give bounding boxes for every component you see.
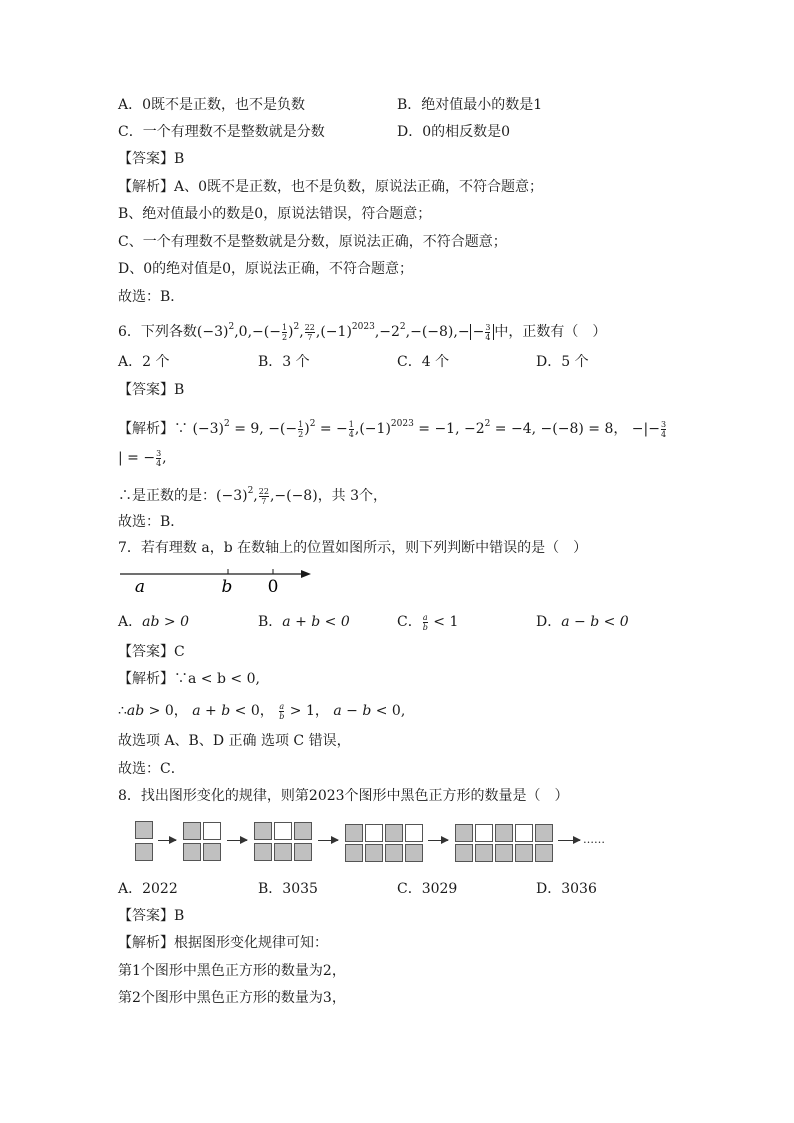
figure4-square [345, 824, 363, 842]
q7-option-c: C． $\frac{a}{b}$ < 1 [397, 612, 459, 632]
q8-ellipsis: …… [583, 833, 605, 846]
q6-answer: 【答案】B [118, 382, 185, 398]
q5-option-c: C．一个有理数不是整数就是分数 [118, 124, 325, 140]
q7-label-a: a [134, 577, 146, 597]
arrow-icon [227, 840, 247, 841]
figure4-square [405, 844, 423, 862]
q6-stem: 6．下列各数$(-3)^2,0,-(-$ $\frac{1}{2}$ )$^2$, $\frac{22}{7}$ $,(-1)^{2023},-2^2,-(-8),-$ − $\frac{3}{4}$ 中，正数有（ ） [118, 322, 607, 342]
figure3-square [254, 843, 272, 861]
arrow-icon [158, 840, 176, 841]
q8-option-a: A．2022 [118, 881, 178, 897]
q5-analysis-1: 【解析】A、0既不是正数，也不是负数，原说法正确，不符合题意； [118, 179, 544, 195]
figure5-square [475, 844, 493, 862]
figure1-square [135, 843, 153, 861]
q8-analysis-1: 【解析】根据图形变化规律可知： [118, 935, 328, 951]
arrow-icon [318, 840, 338, 841]
figure4-square [385, 844, 403, 862]
figure5-square [455, 824, 473, 842]
q8-analysis-2: 第1个图形中黑色正方形的数量为2， [118, 963, 346, 979]
q7-option-d: D．a − b < 0 [536, 614, 629, 630]
q6-conclusion: 故选：B． [118, 514, 185, 530]
figure2-square [203, 843, 221, 861]
q8-analysis-3: 第2个图形中黑色正方形的数量为3， [118, 990, 346, 1006]
q7-stem: 7．若有理数 a，b 在数轴上的位置如图所示，则下列判断中错误的是（ ） [118, 540, 588, 556]
arrow-icon [558, 840, 580, 841]
figure5-square [495, 824, 513, 842]
arrow-icon [428, 840, 448, 841]
q6-analysis-line1: 【解析】∵ $(-3)^2 = 9$, −(− $\frac{1}{2}$ )$^2$ = − $\frac{1}{4}$ $,(-1)^{2023} = -1$, $-2^2 = -4$, −(−8) = 8， −|− $\frac{3}{4}$ [118, 419, 667, 439]
q5-analysis-4: D、0的绝对值是0，原说法正确，不符合题意； [118, 261, 414, 277]
q7-answer: 【答案】C [118, 644, 185, 660]
figure4-square [365, 824, 383, 842]
figure5-square [455, 844, 473, 862]
figure2-square [183, 843, 201, 861]
figure1-square [135, 821, 153, 839]
q7-label-zero: 0 [267, 577, 279, 597]
q7-label-b: b [221, 577, 233, 597]
figure4-square [405, 824, 423, 842]
figure5-square [515, 844, 533, 862]
q6-option-c: C．4 个 [397, 354, 450, 370]
q7-analysis-line3: 故选项 A、B、D 正确 选项 C 错误， [118, 733, 351, 749]
q5-analysis-2: B、绝对值最小的数是0，原说法错误，符合题意； [118, 206, 432, 222]
figure5-square [495, 844, 513, 862]
q6-option-d: D．5 个 [536, 354, 589, 370]
q6-therefore: ∴是正数的是：$(-3)^2$, $\frac{22}{7}$ ,−(−8)，共 3个， [118, 486, 388, 506]
q5-option-d: D．0的相反数是0 [397, 124, 511, 140]
q8-option-b: B．3035 [258, 881, 318, 897]
figure5-square [475, 824, 493, 842]
q8-option-d: D．3036 [536, 881, 597, 897]
figure4-square [385, 824, 403, 842]
q6-option-b: B．3 个 [258, 354, 310, 370]
figure2-square [183, 822, 201, 840]
figure3-square [274, 843, 292, 861]
figure3-square [294, 843, 312, 861]
figure3-square [294, 822, 312, 840]
q6-analysis-line2: | = − $\frac{3}{4}$ , [118, 448, 167, 468]
q7-number-line [116, 562, 316, 598]
figure5-square [515, 824, 533, 842]
figure3-square [274, 822, 292, 840]
q7-option-a: A．ab > 0 [118, 614, 189, 630]
q6-option-a: A．2 个 [118, 354, 170, 370]
figure5-square [535, 844, 553, 862]
figure5-square [535, 824, 553, 842]
q5-option-b: B．绝对值最小的数是1 [397, 97, 543, 113]
q5-option-a: A．0既不是正数，也不是负数 [118, 97, 306, 113]
q7-analysis-line1: 【解析】∵a < b < 0, [118, 671, 260, 687]
q8-stem: 8．找出图形变化的规律，则第2023个图形中黑色正方形的数量是（ ） [118, 788, 569, 804]
q7-conclusion: 故选：C． [118, 761, 185, 777]
q7-option-b: B．a + b < 0 [258, 614, 350, 630]
q5-conclusion: 故选：B． [118, 289, 185, 305]
q5-answer: 【答案】B [118, 151, 185, 167]
q8-option-c: C．3029 [397, 881, 458, 897]
figure4-square [345, 844, 363, 862]
q8-answer: 【答案】B [118, 908, 185, 924]
figure3-square [254, 822, 272, 840]
figure4-square [365, 844, 383, 862]
figure2-square [203, 822, 221, 840]
q7-analysis-line2: ∴ab > 0， a + b < 0， $\frac{a}{b}$ > 1， a − b < 0, [118, 701, 406, 721]
q5-analysis-3: C、一个有理数不是整数就是分数，原说法正确，不符合题意； [118, 234, 507, 250]
